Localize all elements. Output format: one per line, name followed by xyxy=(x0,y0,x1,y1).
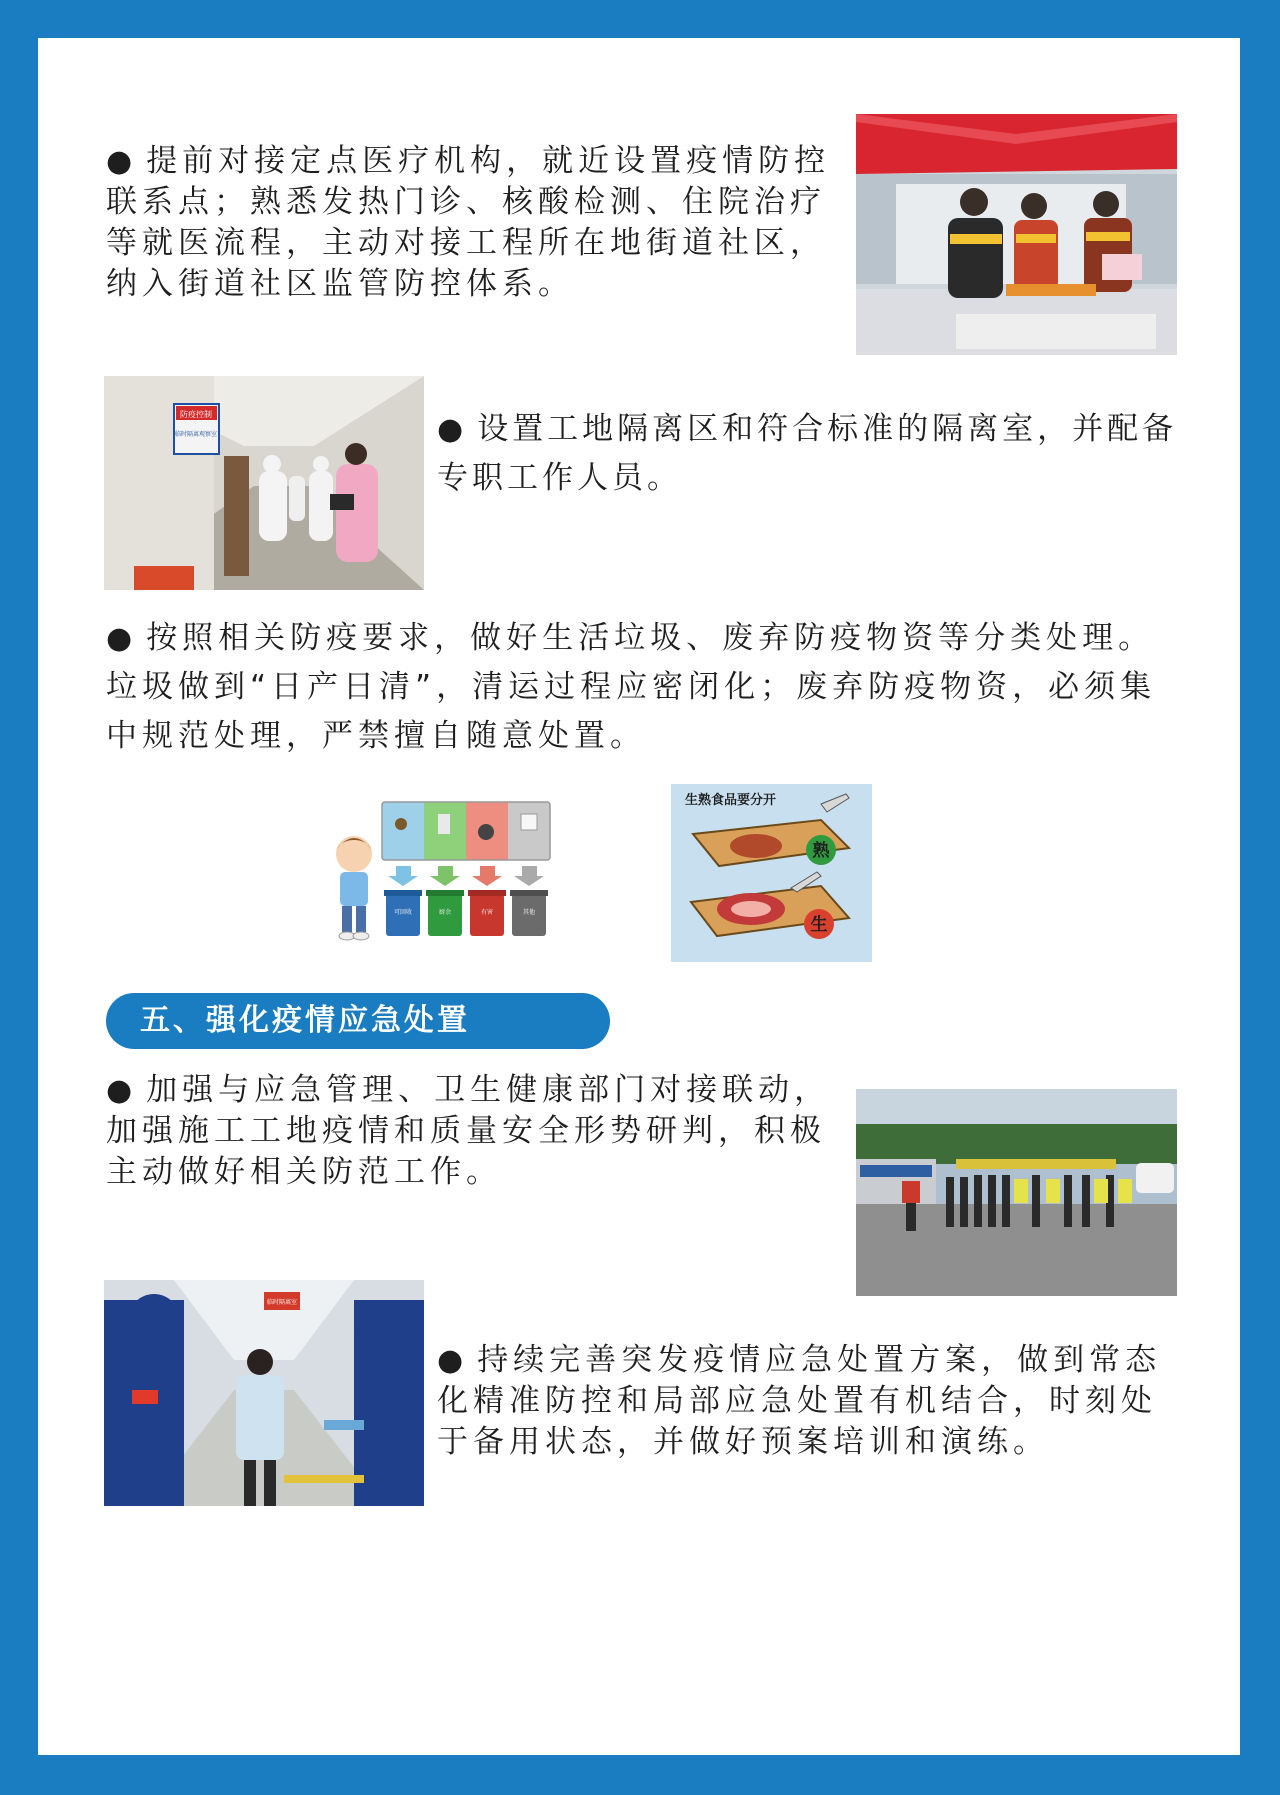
paragraph-text: 设置工地隔离区和符合标准的隔离室，并配备专职工作人员。 xyxy=(437,411,1178,496)
photo-site-drill xyxy=(856,1089,1177,1296)
paragraph-text: 加强与应急管理、卫生健康部门对接联动，加强施工工地疫情和质量安全形势研判，积极主动做好相关防范工作。 xyxy=(106,1072,831,1190)
bullet-icon: ● xyxy=(437,1343,464,1378)
paragraph-text: 持续完善突发疫情应急处置方案，做到常态化精准防控和局部应急处置有机结合，时刻处于备用状态，并做好预案培训和演练。 xyxy=(437,1342,1162,1460)
bullet-icon: ● xyxy=(106,144,133,179)
photo-community-checkpoint xyxy=(856,114,1177,355)
door-sign-title: 防疫控制 xyxy=(180,410,212,419)
section-title-emergency-response: 五、强化疫情应急处置 xyxy=(106,993,610,1049)
bin-label-kitchen: 厨余 xyxy=(438,909,452,916)
paragraph-medical-liaison xyxy=(106,141,851,305)
raw-label: 生 xyxy=(810,915,828,935)
paragraph-isolation-room xyxy=(437,405,1182,502)
paragraph-emergency-coordination xyxy=(106,1070,851,1193)
photo-health-check xyxy=(104,1280,424,1506)
door-sign-subtitle: 临时隔离观察室 xyxy=(174,431,218,438)
corridor-red-sign: 临时隔离室 xyxy=(266,1299,298,1306)
food-illustration-title: 生熟食品要分开 xyxy=(685,793,777,808)
bin-label-other: 其他 xyxy=(522,909,536,916)
bin-label-hazardous: 有害 xyxy=(480,909,494,916)
paragraph-waste-handling xyxy=(106,614,1184,761)
illustration-garbage-sorting xyxy=(326,784,570,952)
bin-label-recyclable: 可回收 xyxy=(393,909,413,916)
illustration-raw-cooked-food xyxy=(671,784,872,962)
bullet-icon: ● xyxy=(437,412,464,447)
paragraph-text: 按照相关防疫要求，做好生活垃圾、废弃防疫物资等分类处理。垃圾做到“日产日清”，清运过程应密闭化；废弃防疫物资，必须集中规范处理，严禁擅自随意处置。 xyxy=(106,620,1157,754)
paragraph-emergency-plan xyxy=(437,1340,1182,1463)
bullet-icon: ● xyxy=(106,1073,133,1108)
paragraph-text: 提前对接定点医疗机构，就近设置疫情防控联系点；熟悉发热门诊、核酸检测、住院治疗等就医流程，主动对接工程所在地街道社区，纳入街道社区监管防控体系。 xyxy=(106,143,831,302)
photo-isolation-corridor xyxy=(104,376,424,590)
bullet-icon: ● xyxy=(106,621,133,656)
cooked-label: 熟 xyxy=(812,841,830,861)
